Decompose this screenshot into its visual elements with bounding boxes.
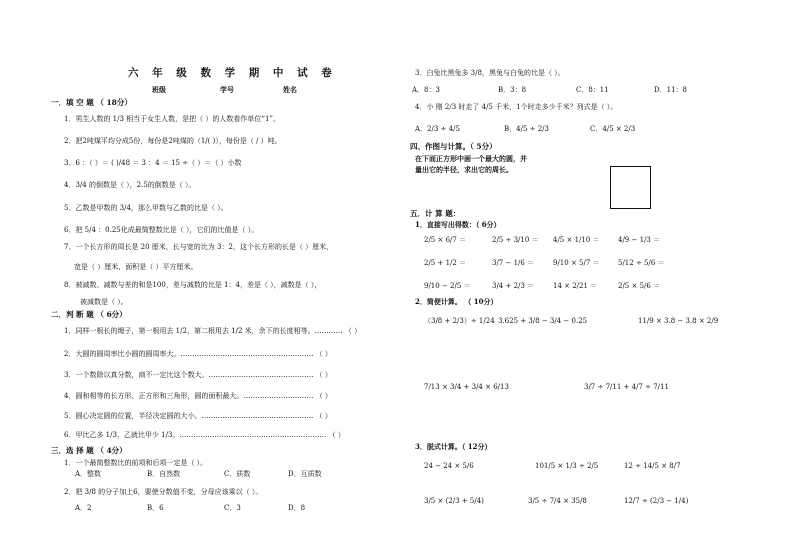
step-calc-4: 3/5 × (2/3 + 5/4) xyxy=(424,497,484,505)
name-field-label: 姓名 xyxy=(283,85,297,94)
part1-question-7a: 7．一个长方形的周长是 20 厘米，长与宽的比为 3：2，这个长方形的长是（ ）厘米， xyxy=(64,243,334,251)
part3-q2-option-b: B．6 xyxy=(147,504,164,512)
part1-question-1: 1．男生人数的 1/3 相当于女生人数，是把（ ）的人数看作单位“1”。 xyxy=(64,115,281,123)
part3-q2-option-a: A．2 xyxy=(75,504,92,512)
part1-question-8a: 8．被减数、减数与差的和是100，差与减数的比是 1：4，差是（ ），减数是（ ）， xyxy=(64,281,322,289)
page-title: 六 年 级 数 学 期 中 试 卷 xyxy=(128,67,337,79)
part3-q2-option-c: C．3 xyxy=(224,504,241,512)
part1-question-8b: 被减数是（ ）。 xyxy=(80,298,128,306)
part3-question-3: 3．白兔比黑兔多 3/8，黑兔与白兔的比是（ ）。 xyxy=(415,69,565,77)
part3-question-4: 4．小 刚 2/3 时走了 4/5 千米，1个时走多少千米？列式是（ ）。 xyxy=(415,103,618,111)
part4-description-line-2: 量出它的半径，求出它的周长。 xyxy=(415,165,513,174)
drawing-square xyxy=(610,166,651,209)
step-calc-5: 3/5 ÷ 7/4 × 35/8 xyxy=(528,497,587,505)
part3-title: 三．选 择 题 （ 4分） xyxy=(51,446,127,455)
part2-item-1: 1．同样一根长的绳子，第一根用去 1/2，第二根用去 1/2 米，余下的长度相等。………… （ ） xyxy=(64,327,362,335)
simplify-calc-1: （3/8 + 2/3）÷ 1/24 xyxy=(424,317,495,325)
direct-calc-r1c2: 2/5 ÷ 3/10 ＝ xyxy=(492,236,539,244)
part4-title: 四、作图与计算。（ 5分） xyxy=(410,142,497,151)
part2-item-3: 3．一个数除以真分数，商不一定比这个数大。……………………………………… （ ） xyxy=(64,371,332,379)
part3-q4-option-c: C．4/5 × 2/3 xyxy=(590,125,636,133)
direct-calc-r2c3: 9/10 × 5/7 ＝ xyxy=(553,259,600,267)
simplify-calc-4: 7/13 × 3/4 + 3/4 × 6/13 xyxy=(424,383,509,391)
class-field-label: 班级 xyxy=(152,85,166,94)
simplify-calc-2: 3.625 + 3/8 − 3/4 − 0.25 xyxy=(498,317,588,325)
part3-q1-option-d: D．互质数 xyxy=(288,470,322,478)
part3-q3-option-b: B．3：8 xyxy=(498,86,527,94)
part1-question-4: 4．3/4 的倒数是（ ），2.5的倒数是（ ）。 xyxy=(64,181,196,189)
part3-q3-option-a: A．8：3 xyxy=(412,86,440,94)
part3-q1-option-b: B．自然数 xyxy=(147,470,181,478)
part5-title: 五．计 算 题： xyxy=(410,209,461,218)
part3-q2-option-d: D．8 xyxy=(288,504,306,512)
simplify-calc-5: 3/7 ÷ 7/11 + 4/7 ÷ 7/11 xyxy=(584,383,669,391)
part3-q4-option-b: B．4/5 ÷ 2/3 xyxy=(504,125,549,133)
part2-item-4: 4．圆和相等的长方形、正方形和三角形，圆的面积最大。………………………… （ ） xyxy=(64,392,332,400)
direct-calc-r2c4: 5/12 ÷ 5/6 ＝ xyxy=(618,259,665,267)
student-number-field-label: 学号 xyxy=(220,85,234,94)
part5-section-2-title: 2．简便计算。 （ 10分） xyxy=(415,297,498,306)
step-calc-3: 12 ÷ 14/5 × 8/7 xyxy=(624,462,681,470)
part1-question-5: 5．乙数是甲数的 3/4，那么甲数与乙数的比是（ ）。 xyxy=(64,204,228,212)
part3-question-1: 1．一个最简整数比的前项和后项一定是（ ）。 xyxy=(64,459,208,467)
part3-question-2: 2．把 3/8 的分子加上6，要使分数值不变，分母应该乘以（ ）。 xyxy=(64,488,263,496)
step-calc-2: 101/5 × 1/3 ÷ 2/5 xyxy=(535,462,599,470)
part1-question-3: 3．6 ：（ ）＝ ( )/48 ＝ 3 ：4 ＝ 15 ÷（ ）＝（ ）小数 xyxy=(64,159,242,167)
part2-item-2: 2．大圆的圆周率比小圆的圆周率大。………………………………………………… （ ） xyxy=(64,350,332,358)
part2-title: 二．判 断 题 （ 6分） xyxy=(51,310,127,319)
direct-calc-r3c3: 14 × 2/21 ＝ xyxy=(553,282,598,290)
part3-q3-option-d: D．11：8 xyxy=(654,86,687,94)
part5-section-3-title: 3．脱式计算。（ 12分） xyxy=(415,442,492,451)
part3-q4-option-a: A．2/3 ÷ 4/5 xyxy=(415,125,460,133)
direct-calc-r2c2: 3/7 − 1/6 ＝ xyxy=(492,259,535,267)
simplify-calc-3: 11/9 × 3.8 − 3.8 × 2/9 xyxy=(638,317,719,325)
part1-title: 一．填 空 题 （ 18分） xyxy=(51,98,132,107)
step-calc-1: 24 − 24 × 5/6 xyxy=(424,462,474,470)
direct-calc-r1c4: 4/9 − 1/3 ＝ xyxy=(618,236,661,244)
part3-q1-option-c: C．质数 xyxy=(224,470,251,478)
direct-calc-r3c4: 2/5 × 5/6 ＝ xyxy=(618,282,661,290)
right-column xyxy=(398,0,794,550)
direct-calc-r3c2: 3/4 + 2/3 ＝ xyxy=(492,282,535,290)
part3-q1-option-a: A．整数 xyxy=(75,470,102,478)
part4-description-line-1: 在下面正方形中画一个最大的圆，并 xyxy=(415,154,527,163)
direct-calc-r2c1: 2/5 + 1/2 ＝ xyxy=(424,259,467,267)
part2-item-5: 5．圆心决定圆的位置，半径决定圆的大小。………………………………………… （ ） xyxy=(64,412,332,420)
direct-calc-r3c1: 9/10 − 2/5 ＝ xyxy=(424,282,471,290)
direct-calc-r1c3: 4/5 × 1/10 ＝ xyxy=(553,236,600,244)
part3-q3-option-c: C．8：11 xyxy=(576,86,609,94)
part1-question-6: 6．把 5/4 ：0.25化成最简整数比是（ ），它们的比值是（ ）。 xyxy=(64,226,259,234)
part1-question-2: 2．把2吨煤平均分成5份，每份是2吨煤的（1/( )），每份是（ / ）吨。 xyxy=(64,137,282,145)
part1-question-7b: 宽是（ ）厘米，面积是（ ）平方厘米。 xyxy=(74,263,198,271)
part5-section-1-title: 1．直接写出得数：（ 6分） xyxy=(415,220,501,229)
step-calc-6: 12/7 ÷ (2/3 − 1/4) xyxy=(624,497,689,505)
direct-calc-r1c1: 2/5 × 6/7 ＝ xyxy=(424,236,467,244)
part2-item-6: 6．甲比乙多 1/3，乙就比甲少 1/3。……………………………………………………… （ ） xyxy=(64,431,345,439)
